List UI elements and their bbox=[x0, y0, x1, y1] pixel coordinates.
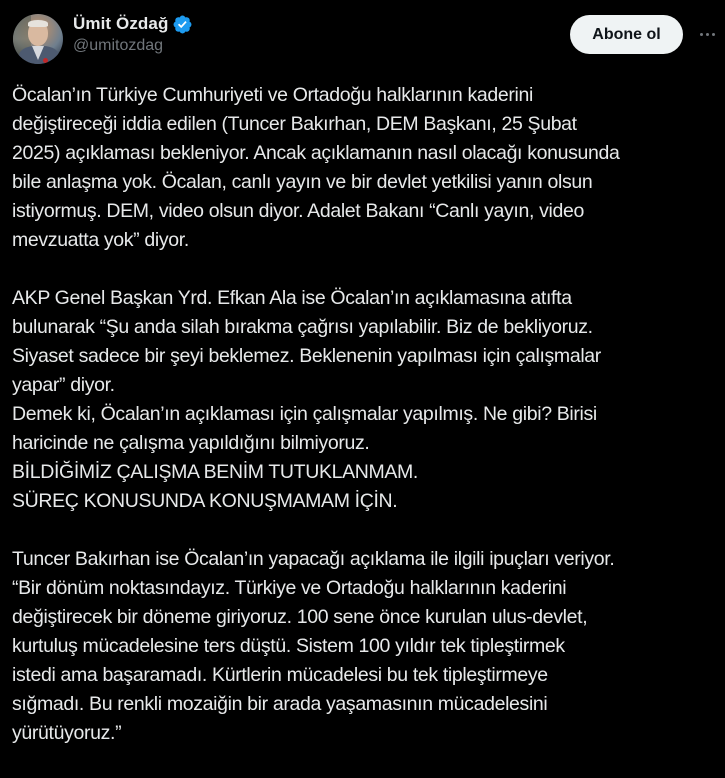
tweet-line: Öcalan’ın Türkiye Cumhuriyeti ve Ortadoğu halklarının kaderini bbox=[12, 84, 533, 106]
paragraph-gap bbox=[12, 255, 724, 284]
author-handle[interactable]: @umitozdag bbox=[73, 37, 164, 54]
avatar-lapel-pin bbox=[43, 58, 48, 63]
tweet-line: yapar” diyor. bbox=[12, 374, 115, 396]
tweet-line: sığmadı. Bu renkli mozaiğin bir arada yaşamasının mücadelesini bbox=[12, 693, 548, 715]
tweet-line: haricinde ne çalışma yapıldığını bilmiyoruz. bbox=[12, 432, 370, 454]
tweet-line: bulunarak “Şu anda silah bırakma çağrısı yapılabilir. Biz de bekliyoruz. bbox=[12, 316, 593, 338]
tweet-line: AKP Genel Başkan Yrd. Efkan Ala ise Öcalan’ın açıklamasına atıfta bbox=[12, 287, 572, 309]
ellipsis-icon-dot bbox=[712, 33, 715, 36]
author-display-name[interactable]: Ümit Özdağ bbox=[73, 14, 169, 33]
tweet-line: istiyormuş. DEM, video olsun diyor. Adalet Bakanı “Canlı yayın, video bbox=[12, 200, 584, 222]
tweet-line: SÜREÇ KONUSUNDA KONUŞMAMAM İÇİN. bbox=[12, 490, 398, 512]
avatar-hair bbox=[28, 20, 48, 27]
follow-button[interactable]: Abone ol bbox=[570, 15, 683, 54]
tweet-line: bile anlaşma yok. Öcalan, canlı yayın ve bir devlet yetkilisi yanın olsun bbox=[12, 171, 593, 193]
tweet-line: mevzuatta yok” diyor. bbox=[12, 229, 189, 251]
verified-badge-icon[interactable] bbox=[172, 14, 193, 35]
tweet-line: Tuncer Bakırhan ise Öcalan’ın yapacağı açıklama ile ilgili ipuçları veriyor. bbox=[12, 548, 615, 570]
tweet-header bbox=[0, 0, 725, 72]
tweet-line: değiştirecek bir döneme giriyoruz. 100 sene önce kurulan ulus-devlet, bbox=[12, 606, 588, 628]
paragraph-gap bbox=[12, 516, 724, 545]
ellipsis-icon-dot bbox=[706, 33, 709, 36]
tweet-line: kurtuluş mücadelesine ters düştü. Sistem 100 yıldır tek tipleştirmek bbox=[12, 635, 565, 657]
author-name-row bbox=[73, 12, 193, 36]
tweet-line: “Bir dönüm noktasındayız. Türkiye ve Ortadoğu halklarının kaderini bbox=[12, 577, 567, 599]
ellipsis-icon-dot bbox=[700, 33, 703, 36]
tweet-line: BİLDİĞİMİZ ÇALIŞMA BENİM TUTUKLANMAM. bbox=[12, 461, 419, 483]
tweet-line: Siyaset sadece bir şeyi beklemez. Beklenenin yapılması için çalışmalar bbox=[12, 345, 601, 367]
tweet-line: istedi ama başaramadı. Kürtlerin mücadelesi bu tek tipleştirmeye bbox=[12, 664, 548, 686]
more-options-button[interactable] bbox=[695, 24, 719, 44]
tweet-line: 2025) açıklaması bekleniyor. Ancak açıklamanın nasıl olacağı konusunda bbox=[12, 142, 620, 164]
author-avatar[interactable] bbox=[13, 14, 63, 64]
author-info bbox=[73, 12, 193, 55]
tweet-line: değiştireceği iddia edilen (Tuncer Bakırhan, DEM Başkanı, 25 Şubat bbox=[12, 113, 577, 135]
tweet-body bbox=[12, 81, 724, 748]
tweet-line: yürütüyoruz.” bbox=[12, 722, 122, 744]
tweet-line: Demek ki, Öcalan’ın açıklaması için çalışmalar yapılmış. Ne gibi? Birisi bbox=[12, 403, 597, 425]
